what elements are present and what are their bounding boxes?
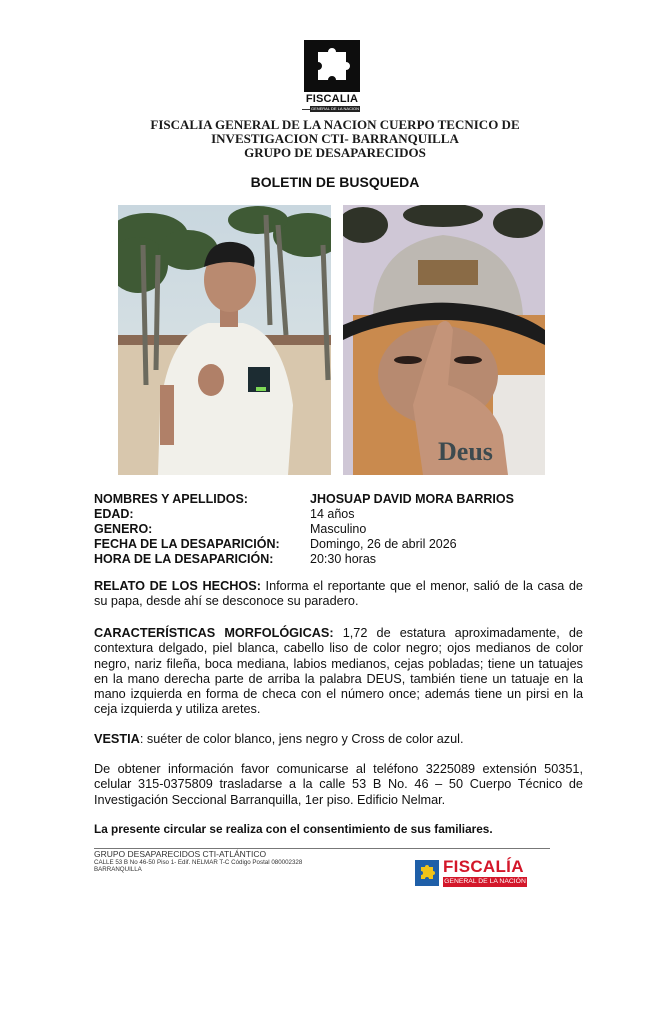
value-edad: 14 años <box>310 507 355 521</box>
value-genero: Masculino <box>310 522 367 536</box>
document-title: BOLETIN DE BUSQUEDA <box>250 174 420 190</box>
value-hora: 20:30 horas <box>310 552 377 566</box>
hand-tattoo: Deus <box>438 437 493 466</box>
vestia-text: : suéter de color blanco, jens negro y Cross de color azul. <box>139 732 464 746</box>
label-edad: EDAD: <box>94 507 134 521</box>
photo-selfie <box>343 205 545 475</box>
vestia-label: VESTIA <box>94 732 140 746</box>
logo-square <box>415 860 439 886</box>
relato-paragraph <box>94 579 583 610</box>
footer-line-3: BARRANQUILLA <box>94 865 142 873</box>
header-line-1: FISCALIA GENERAL DE LA NACION CUERPO TECNICO DE <box>150 117 520 132</box>
label-fecha: FECHA DE LA DESAPARICIÓN: <box>94 537 280 551</box>
value-nombres: JHOSUAP DAVID MORA BARRIOS <box>310 492 514 506</box>
logo-name: FISCALIA <box>305 93 359 105</box>
person-info <box>94 492 574 572</box>
logo-tagline: GENERAL DE LA NACIÓN <box>444 878 526 885</box>
relato-label: RELATO DE LOS HECHOS: <box>94 579 261 593</box>
consent-note: La presente circular se realiza con el consentimiento de sus familiares. <box>94 822 493 836</box>
caracteristicas-paragraph <box>94 626 583 718</box>
footer-line-1: GRUPO DESAPARECIDOS CTI-ATLÁNTICO <box>94 849 267 859</box>
header-line-3: GRUPO DE DESAPARECIDOS <box>244 145 426 160</box>
vestia-paragraph <box>94 732 583 747</box>
logo-tagline: GENERAL DE LA NACION <box>310 106 360 111</box>
missing-person-photo-1 <box>118 205 331 475</box>
caracteristicas-text: 1,72 de estatura aproximadamente, de contextura delgado, piel blanca, cabello liso de color negro; ojos medianos de color negro, nariz fileña, boca mediana, labios medianos, cejas pobladas; tiene un tatuajes en la mano derecha parte de arriba la palabra DEUS, también tiene un tatuaje en la mano izquierda en forma de checa con el número once; además tiene un pirsi en la ceja izquierda y utiliza aretes. <box>94 626 583 717</box>
footer-line-2: CALLE 53 B No 46-50 Piso 1- Edif. NELMAR T-C Código Postal 080002328 <box>94 858 303 866</box>
header-line-2: INVESTIGACION CTI- BARRANQUILLA <box>211 131 459 146</box>
label-genero: GENERO: <box>94 522 153 536</box>
puzzle-piece-icon <box>304 40 360 92</box>
puzzle-piece-icon <box>415 860 439 886</box>
fiscalia-logo-bottom <box>415 858 527 888</box>
logo-underline <box>302 109 310 110</box>
fiscalia-logo-top <box>304 40 360 114</box>
logo-box <box>304 40 360 92</box>
label-hora: HORA DE LA DESAPARICIÓN: <box>94 552 274 566</box>
contact-paragraph: De obtener información favor comunicarse al teléfono 3225089 extensión 50351, celular 315-0375809 trasladarse a la calle 53 B No. 46 – 50 Cuerpo Técnico de Investigación Seccional Barranquilla, 1er piso. Edificio Nelmar. <box>94 762 583 807</box>
relato-text: Informa el reportante que el menor, salió de la casa de su papa, desde ahí se desconoce su paradero. <box>94 579 583 609</box>
photo-beach <box>118 205 331 475</box>
footer-address <box>94 850 302 873</box>
missing-person-photo-2 <box>343 205 545 475</box>
label-nombres: NOMBRES Y APELLIDOS: <box>94 492 248 506</box>
caracteristicas-label: CARACTERÍSTICAS MORFOLÓGICAS: <box>94 626 334 640</box>
logo-name: FISCALÍA <box>443 857 524 876</box>
value-fecha: Domingo, 26 de abril 2026 <box>310 537 457 551</box>
